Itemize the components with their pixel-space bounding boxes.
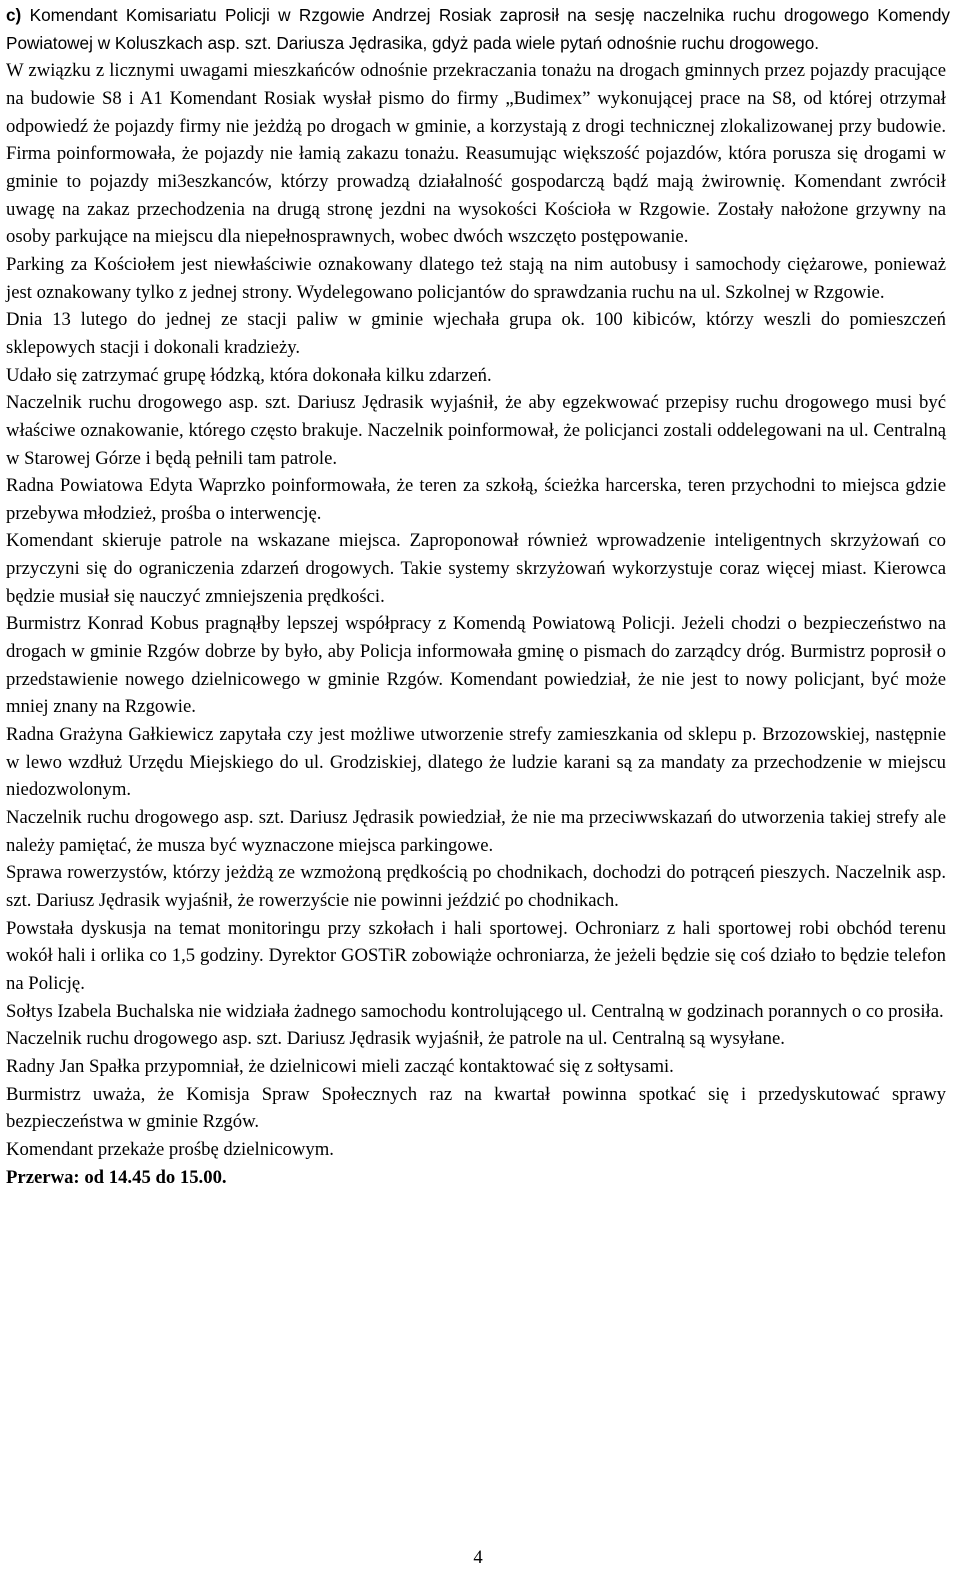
paragraph-group-detained: Udało się zatrzymać grupę łódzką, która dokonała kilku zdarzeń.: [6, 364, 492, 386]
paragraph-tonnage: W związku z licznymi uwagami mieszkańców odnośnie przekraczania tonażu na drogach gminnych przez pojazdy pracujące na budowie S8 i A1 Komendant Rosiak wysłał pismo do firmy „Budimex” wykonującej prace na S8, od której otrzymał odpowiedź że pojazdy firmy nie jeżdżą po drogach w gminie, a korzystają z drogi technicznej zlokalizowanej przy budowie. Firma poinformowała, że pojazdy nie łamią zakazu tonażu. Reasumując większość pojazdów, która porusza się drogami w gminie to pojazdy mi3eszkanców, którzy prowadzą działalność gospodarczą bądź mają żwirownię. Komendant zwrócił uwagę na zakaz przechodzenia na drugą stronę jezdni na wysokości Kościoła w Rzgowie. Zostały nałożone grzywny na osoby parkujące na miejscu dla niepełnosprawnych, wobec dwóch wszczęto postępowanie.: [6, 60, 946, 248]
section-label: c): [6, 5, 22, 25]
paragraph-mayor-kobus: Burmistrz Konrad Kobus pragnąłby lepszej współpracy z Komendą Powiatową Policji. Jeżeli chodzi o bezpieczeństwo na drogach w gminie Rzgów dobrze by było, aby Policja informowała gminę o pismach do zarządcy dróg. Burmistrz poprosił o przedstawienie nowego dzielnicowego w gminie Rzgów. Komendant powiedział, że nie jest to nowy policjant, być może mniej znany na Rzgowie.: [6, 613, 946, 718]
paragraph-patrols-sent: Naczelnik ruchu drogowego asp. szt. Dariusz Jędrasik wyjaśnił, że patrole na ul. Centralną są wysyłane.: [6, 1028, 785, 1050]
paragraph-cyclists: Sprawa rowerzystów, którzy jeżdżą ze wzmożoną prędkością po chodnikach, dochodzi do potrąceń pieszych. Naczelnik asp. szt. Dariusz Jędrasik wyjaśnił, że rowerzyście nie powinni jeździć po chodnikach.: [6, 862, 946, 911]
paragraph-commander-request: Komendant przekaże prośbę dzielnicowym.: [6, 1138, 334, 1160]
paragraph-councillor-spalka: Radny Jan Spałka przypomniał, że dzielnicowi mieli zacząć kontaktować się z sołtysami.: [6, 1055, 674, 1077]
paragraph-monitoring: Powstała dyskusja na temat monitoringu przy szkołach i hali sportowej. Ochroniarz z hali sportowej robi obchód terenu wokół hali i orlika co 1,5 godziny. Dyrektor GOSTiR zobowiąże ochroniarza, że jeżeli będzie się coś działo to będzie telefon na Policję.: [6, 917, 946, 994]
break-note: Przerwa: od 14.45 do 15.00.: [6, 1166, 227, 1188]
document-page: [6, 0, 950, 1583]
document-body: [6, 0, 950, 1191]
paragraph-commission: Burmistrz uważa, że Komisja Spraw Społecznych raz na kwartał powinna spotkać się i przedyskutować sprawy bezpieczeństwa w gminie Rzgów.: [6, 1083, 946, 1133]
page-number: 4: [473, 1547, 483, 1568]
paragraph-councillor-waprzko: Radna Powiatowa Edyta Waprzko poinformowała, że teren za szkołą, ścieżka harcerska, teren przychodni to miejsca gdzie przebywa młodzież, prośba o interwencję.: [6, 475, 946, 524]
paragraph-church-parking: Parking za Kościołem jest niewłaściwie oznakowany dlatego też stają na nim autobusy i samochody ciężarowe, ponieważ jest oznakowany tylko z jednej strony. Wydelegowano policjantów do sprawdzania ruchu na ul. Szkolnej w Rzgowie.: [6, 253, 946, 303]
intro-paragraph: [6, 2, 950, 57]
intro-text: Komendant Komisariatu Policji w Rzgowie Andrzej Rosiak zaprosił na sesję naczelnika ruchu drogowego Komendy Powiatowej w Koluszkach asp. szt. Dariusza Jędrasika, gdyż pada wiele pytań odnośnie ruchu drogowego.: [6, 5, 950, 53]
paragraph-zone-response: Naczelnik ruchu drogowego asp. szt. Dariusz Jędrasik powiedział, że nie ma przeciwwskazań do utworzenia takiej strefy ale należy pamiętać, że musza być wyznaczone miejsca parkingowe.: [6, 807, 946, 856]
paragraph-councillor-galkiewicz: Radna Grażyna Gałkiewicz zapytała czy jest możliwe utworzenie strefy zamieszkania od sklepu p. Brzozowskiej, następnie w lewo wzdłuż Urzędu Miejskiego do ul. Grodziskiej, dlatego że ludzie karani są za mandaty za przechodzenie w miejscu niedozwolonym.: [6, 724, 946, 801]
paragraph-soltys-buchalska: Sołtys Izabela Buchalska nie widziała żadnego samochodu kontrolującego ul. Centralną w godzinach porannych o co prosiła.: [6, 1000, 944, 1022]
paragraph-fuel-station: Dnia 13 lutego do jednej ze stacji paliw w gminie wjechała grupa ok. 100 kibiców, którzy weszli do pomieszczeń sklepowych stacji i dokonali kradzieży.: [6, 309, 946, 358]
paragraph-road-signs: Naczelnik ruchu drogowego asp. szt. Dariusz Jędrasik wyjaśnił, że aby egzekwować przepisy ruchu drogowego musi być właściwe oznakowanie, którego często brakuje. Naczelnik poinformował, że policjanci zostali oddelegowani na ul. Centralną w Starowej Górze i będą pełnili tam patrole.: [6, 392, 946, 469]
paragraph-patrols: Komendant skieruje patrole na wskazane miejsca. Zaproponował również wprowadzenie inteligentnych skrzyżowań co przyczyni się do ograniczenia zdarzeń drogowych. Takie systemy skrzyżowań wykorzystuje coraz więcej miast. Kierowca będzie musiał się nauczyć zmniejszenia prędkości.: [6, 530, 946, 607]
